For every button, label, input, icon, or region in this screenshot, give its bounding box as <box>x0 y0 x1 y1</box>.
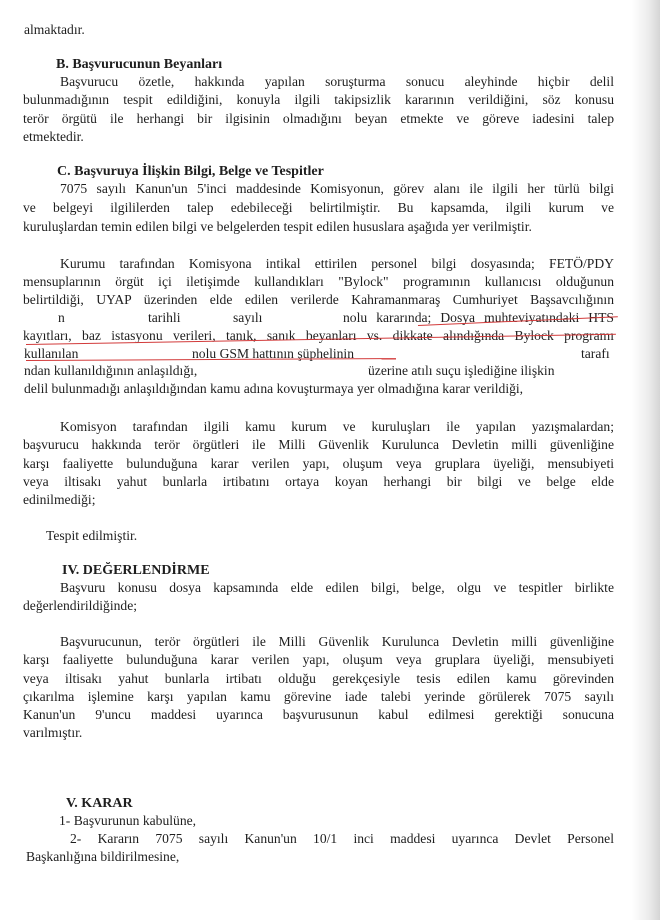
text-line: bulunmadığının tespit edildiğini, konuyla ilgili takipsizlik kararının verildiğini, söz konusu <box>23 92 614 107</box>
text-line: edinilmediği; <box>23 492 96 507</box>
text-fragment: ndan kullanıldığının anlaşıldığı, <box>24 363 198 378</box>
text-line: Kanun'un 9'uncu maddesi uyarınca başvurusunun kabul edilmesi gerektiği sonucuna <box>23 707 614 722</box>
text-fragment: nolu kararında; Dosya muhteviyatındaki HTS <box>343 310 614 325</box>
section-iv-heading: IV. DEĞERLENDİRME <box>62 563 210 578</box>
section-v-heading: V. KARAR <box>66 796 133 811</box>
text-fragment: üzerine atılı suçu işlediğine ilişkin <box>368 363 555 378</box>
text-fragment: tarafı <box>581 346 610 361</box>
text-line: veya iltisakı yahut bunlarla irtibatını ortaya koyan herhangi bir bilgi ve belge elde <box>23 474 614 489</box>
text-line: veya iltisakı yahut bunlarla irtibatı olduğu gerekçesiyle tesis edilen kamu görevinden <box>23 671 614 686</box>
text-fragment: tarihli <box>148 310 181 325</box>
text-line: Kurumu tarafından Komisyona intikal ettirilen personel bilgi dosyasında; FETÖ/PDY <box>60 256 614 271</box>
closing-line: Tespit edilmiştir. <box>46 528 138 543</box>
text-line: Başvurucu özetle, hakkında yapılan soruşturma sonucu aleyhinde hiçbir delil <box>60 74 614 89</box>
text-line: kuruluşlardan temin edilen bilgi ve belgelerden tespit edilen hususlara aşağıda yer verilmiştir. <box>23 219 532 234</box>
text-line: çıkarılma işlemine karşı yapılan kamu görevine iade talebi yerinde görülerek 7075 sayılı <box>23 689 614 704</box>
decision-item: 1- Başvurunun kabulüne, <box>59 813 197 828</box>
text-line: değerlendirildiğinde; <box>23 598 138 613</box>
text-fragment: sayılı <box>233 310 263 325</box>
text-line: varılmıştır. <box>23 725 83 740</box>
text-line: karşı faaliyette bulunduğuna karar verilen yapı, oluşum veya gruplara üyeliği, mensubiyeti <box>23 456 614 471</box>
scan-edge-shadow <box>632 0 660 920</box>
text-line: kayıtları, baz istasyonu verileri, tanık, sanık beyanları vs. dikkate alındığında Bylock programı <box>23 328 614 343</box>
text-line: Komisyon tarafından ilgili kamu kurum ve kuruluşları ile yapılan yazışmalardan; <box>60 419 614 434</box>
text-line: Başvuru konusu dosya kapsamında elde edilen bilgi, belge, olgu ve tespitler birlikte <box>60 580 614 595</box>
text-line: başvurucu hakkında terör örgütleri ile Milli Güvenlik Kurulunca Devletin milli güvenliğine <box>23 437 614 452</box>
text-fragment: kullanılan <box>24 346 79 361</box>
text-fragment: n <box>58 310 65 325</box>
text-fragment: nolu GSM hattının şüphelinin <box>192 346 354 361</box>
section-c-heading: C. Başvuruya İlişkin Bilgi, Belge ve Tespitler <box>57 164 324 179</box>
text-line: ve belgeyi ilgililerden talep edebileceği belirtilmiştir. Bu kapsamda, ilgili kurum ve <box>23 200 614 215</box>
text-line: 7075 sayılı Kanun'un 5'inci maddesinde Komisyonun, görev alanı ile ilgili her türlü bilgi <box>60 181 614 196</box>
decision-item: Başkanlığına bildirilmesine, <box>26 849 180 864</box>
decision-item: 2- Kararın 7075 sayılı Kanun'un 10/1 inci maddesi uyarınca Devlet Personel <box>70 831 614 846</box>
text-line: mensuplarının örgüt içi iletişimde kullandıkları "Bylock" programının kullanıcısı olduğunun <box>23 274 614 289</box>
text-line: belirtildiği, UYAP üzerinden elde edilen verilerde Kahramanmaraş Cumhuriyet Başsavcılığının <box>23 292 614 307</box>
section-b-heading: B. Başvurucunun Beyanları <box>56 57 223 72</box>
fragment-line: almaktadır. <box>24 22 85 37</box>
text-line: terör örgütü ile herhangi bir ilgisinin olmadığını beyan etmekte ve göreve iadesini talep <box>23 111 614 126</box>
text-line: delil bulunmadığı anlaşıldığından kamu adına kovuşturmaya yer olmadığına karar verildiği, <box>24 381 524 396</box>
text-line: karşı faaliyette bulunduğuna karar verilen yapı, oluşum veya gruplara üyeliği, mensubiyeti <box>23 652 614 667</box>
text-line: etmektedir. <box>23 129 84 144</box>
text-line: Başvurucunun, terör örgütleri ile Milli Güvenlik Kurulunca Devletin milli güvenliğine <box>60 634 614 649</box>
